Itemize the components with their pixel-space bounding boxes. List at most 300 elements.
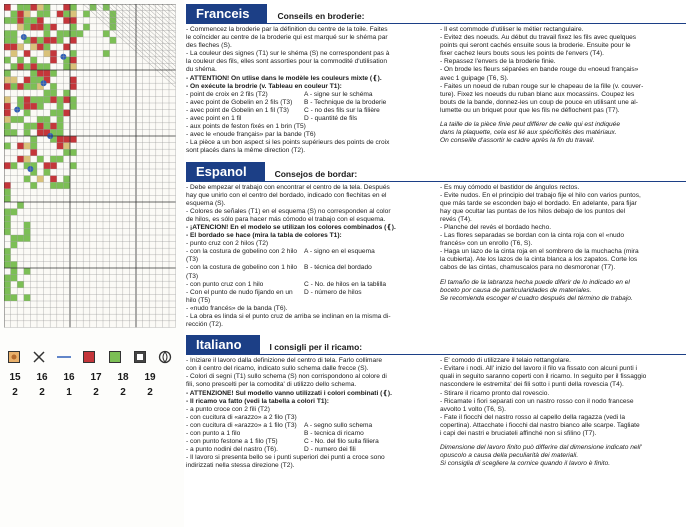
legend-key-b: B - técnica del bordado xyxy=(304,264,372,272)
thread-number: 15 xyxy=(9,372,21,383)
stitch-cell xyxy=(50,90,57,97)
stitch-cell xyxy=(24,294,31,301)
stitch-cell xyxy=(37,63,44,70)
stitch-cell xyxy=(44,37,51,44)
stitch-cell xyxy=(63,4,70,11)
stitch-cell xyxy=(70,63,77,70)
stitch-cell xyxy=(37,44,44,51)
stitch-cell xyxy=(4,96,11,103)
dark-cross-icon xyxy=(29,346,49,368)
stitch-cell xyxy=(57,182,64,189)
stitch-cell xyxy=(44,169,51,176)
stitch-cell xyxy=(37,103,44,110)
stitch-type: - con la costura de gobelino con 2 hilo (T3) xyxy=(186,248,298,264)
legend-key-a: A - segno sullo schema xyxy=(304,421,373,429)
stitch-cell xyxy=(11,63,18,70)
text-line xyxy=(186,107,432,115)
legend-key-b: B - tecnica di ricamo xyxy=(304,430,364,438)
left-column xyxy=(186,26,432,156)
stitch-cell xyxy=(63,44,70,51)
stitch-cell xyxy=(37,96,44,103)
thread-number: 16 xyxy=(63,372,75,383)
stitch-cell xyxy=(70,77,77,84)
stitch-cell xyxy=(50,182,57,189)
stitch-cell xyxy=(50,176,57,183)
legend-key-b: B - Technique de la broderie xyxy=(304,98,387,106)
stitch-cell xyxy=(11,116,18,123)
stitch-cell xyxy=(17,24,24,31)
stitch-type: - Con el punto de nudo fijando en un hilo (T5) xyxy=(186,288,293,304)
stitch-cell xyxy=(24,17,31,24)
legend-key-a: A - signe sur le schéma xyxy=(304,90,373,98)
stitch-cell xyxy=(30,96,37,103)
text-line: - Colori di segni (T1) sullo schema (S) non corrispondono al colore di xyxy=(186,373,387,381)
text-line: des fleches (S). xyxy=(186,42,232,50)
stitch-cell xyxy=(57,30,64,37)
text-line: - Las flores separadas se bordan con la cinta roja con el «nudo xyxy=(440,232,625,240)
text-line: - «nudo francés» de la banda (T6). xyxy=(186,304,288,312)
stitch-cell xyxy=(44,50,51,57)
stitch-cell xyxy=(44,96,51,103)
stitch-cell xyxy=(37,17,44,24)
stitch-cell xyxy=(44,162,51,169)
text-line: - Colores de señales (T1) en el esquema (S) no corresponden al color xyxy=(186,207,391,215)
stitch-cell xyxy=(50,96,57,103)
stitch-cell xyxy=(50,37,57,44)
stitch-cell xyxy=(57,96,64,103)
text-line: - La obra es linda si el punto cruz de arriba se inclinan en la misma di- xyxy=(186,313,391,320)
stitch-cell xyxy=(4,209,11,216)
stitch-cell xyxy=(50,57,57,64)
note-line: boceto por causa de particularidades de materiales. xyxy=(440,286,592,294)
left-column xyxy=(186,184,432,330)
stitch-cell xyxy=(24,50,31,57)
stitch-cell xyxy=(30,77,37,84)
section-columns xyxy=(186,26,686,156)
stitch-cell xyxy=(57,129,64,136)
text-line: - Evitare i nodi. All' inizio del lavoro il filo va fissato con alcuni punti i xyxy=(440,365,637,373)
stitch-cell xyxy=(4,162,11,169)
stitch-cell xyxy=(4,103,11,110)
dark-square-icon xyxy=(130,346,150,368)
stitch-cell xyxy=(4,275,11,282)
text-line: esquema (S). xyxy=(186,199,226,207)
stitch-cell xyxy=(24,268,31,275)
stitch-cell xyxy=(11,11,18,18)
stitch-cell xyxy=(50,70,57,77)
legend-symbols xyxy=(4,346,180,368)
text-line: rección (T2). xyxy=(186,321,224,329)
stitch-cell xyxy=(70,83,77,90)
text-line: - a punto croce con 2 fili (T2) xyxy=(186,405,270,413)
language-tab: Franceis xyxy=(186,4,267,23)
stitch-cell xyxy=(4,37,11,44)
stitch-cell xyxy=(11,209,18,216)
stitch-cell xyxy=(50,24,57,31)
note-line: On conseille d'assortir le cadre après la fin du travail. xyxy=(440,137,595,145)
stitch-cell xyxy=(11,261,18,268)
stitch-cell xyxy=(30,182,37,189)
stitch-cell xyxy=(24,228,31,235)
text-line: francés» con un enrollo (T6, S). xyxy=(440,240,533,248)
stitch-cell xyxy=(24,77,31,84)
stitch-cell xyxy=(11,83,18,90)
stitch-type: - con cucitura di «arazzo» a 1 filo (T3) xyxy=(186,421,297,429)
text-line: du shéma. xyxy=(186,66,217,74)
stitch-cell xyxy=(63,63,70,70)
stitch-type: - con punto cruz con 1 hilo xyxy=(186,280,264,288)
instructions xyxy=(186,4,686,477)
text-line: - aux points de feston fixés en 1 brin (T5) xyxy=(186,123,306,131)
stitch-cell xyxy=(110,37,117,44)
thread-legend xyxy=(4,336,180,398)
stitch-cell xyxy=(4,228,11,235)
text-line: sont placés dans la même direction (T2). xyxy=(186,147,306,155)
text-line xyxy=(186,99,432,107)
note-line: La taille de la pièce finie peut différer de celle qui est indiquée xyxy=(440,121,620,129)
stitch-cell xyxy=(63,11,70,18)
stitch-cell xyxy=(83,24,90,31)
stitch-cell xyxy=(17,63,24,70)
note-line: dans la plaquette, cela est lié aux spécificités des matériaux. xyxy=(440,129,617,137)
text-line: con il centro del ricamo, indicato sullo schema dalle frecce (S). xyxy=(186,365,369,373)
stitch-cell xyxy=(24,143,31,150)
stitch-cell xyxy=(17,83,24,90)
stitch-cell xyxy=(70,149,77,156)
section-italiano xyxy=(186,335,686,470)
stitch-cell xyxy=(63,136,70,143)
stitch-cell xyxy=(4,143,11,150)
text-line xyxy=(186,438,432,446)
stitch-cell xyxy=(4,110,11,117)
text-line: - Ricamate i fiori separati con un nastro rosso con il nodo francese xyxy=(440,397,634,405)
stitch-cell xyxy=(24,11,31,18)
stitch-cell xyxy=(63,96,70,103)
stitch-cell xyxy=(57,123,64,130)
text-line: - Haga un lazo de la cinta roja en el sombrero de la muchacha (mira xyxy=(440,248,639,256)
stitch-cell xyxy=(63,182,70,189)
stitch-cell xyxy=(24,176,31,183)
stitch-cell xyxy=(63,90,70,97)
stitch-cell xyxy=(17,57,24,64)
stitch-cell xyxy=(24,4,31,11)
stitch-cell xyxy=(17,143,24,150)
legend-counts xyxy=(4,387,180,398)
text-line: - Evitez des noeuds. Au début du travail fixez les fils avec quelques xyxy=(440,34,637,42)
stitch-cell xyxy=(63,176,70,183)
stitch-cell xyxy=(77,30,84,37)
stitch-cell xyxy=(24,83,31,90)
text-line: cabos de las cintas, chamuscalos para no desmoronar (T7). xyxy=(440,264,616,272)
stitch-cell xyxy=(11,30,18,37)
stitch-cell xyxy=(4,288,11,295)
stitch-cell xyxy=(63,149,70,156)
stitch-grid xyxy=(4,4,180,330)
text-line: - Fate il fiocchi del nastro rosso al capello della ragazza (vedi la xyxy=(440,413,626,421)
text-line: - Stirare il ricamo pronto dal rovescio. xyxy=(440,389,550,397)
text-line xyxy=(186,248,432,264)
text-line: hay que unirlo con el centro del bordado, indicado con flechitas en el xyxy=(186,191,387,199)
stitch-cell xyxy=(11,50,18,57)
stitch-cell xyxy=(37,24,44,31)
text-line: de hilos, es sólo para hacer más cómodo el trabajo con el esquema. xyxy=(186,215,386,223)
stitch-cell xyxy=(11,294,18,301)
stitch-cell xyxy=(30,44,37,51)
text-line: quali in seguito saranno coperti con il ricamo. In seguito per il fissaggio xyxy=(440,373,647,381)
stitch-cell xyxy=(70,162,77,169)
text-line: avec 1 guipage (T6, S). xyxy=(440,74,509,82)
stitch-cell xyxy=(37,129,44,136)
stitch-cell xyxy=(70,136,77,143)
green-square-icon xyxy=(105,346,125,368)
stitch-cell xyxy=(4,30,11,37)
stitch-cell xyxy=(30,136,37,143)
text-line: indirizzati nella stessa direzione (T2). xyxy=(186,462,295,470)
stitch-cell xyxy=(11,129,18,136)
stitch-cell xyxy=(30,103,37,110)
text-line: i capi dei nastri e bruciateli affinché non si sfilino (T7). xyxy=(440,430,597,438)
stitch-cell xyxy=(70,4,77,11)
stitch-cell xyxy=(44,4,51,11)
stitch-cell xyxy=(11,242,18,249)
stitch-cell xyxy=(37,116,44,123)
stitch-type: - con punto festone a 1 filo (T5) xyxy=(186,438,278,446)
stitch-cell xyxy=(17,44,24,51)
stitch-cell xyxy=(50,110,57,117)
section-header xyxy=(186,335,686,355)
stitch-cell xyxy=(44,116,51,123)
thread-number: 19 xyxy=(144,372,156,383)
text-line: que más tarde se esconden bajo el bordado. En adelante, para fijar xyxy=(440,199,637,207)
stitch-cell xyxy=(37,176,44,183)
stitch-cell xyxy=(70,11,77,18)
text-line: revés (T4). xyxy=(440,215,472,223)
section-columns xyxy=(186,357,686,470)
text-line xyxy=(186,446,432,454)
stitch-cell xyxy=(4,17,11,24)
text-line: - ATTENTION! On utlise dans le modèle les couleurs mixte (❴). xyxy=(186,74,382,82)
text-line: - Evite nudos. En el principio del trabajo fije el hilo con varios puntos, xyxy=(440,191,641,199)
legend-numbers xyxy=(4,372,180,383)
stitch-cell xyxy=(70,17,77,24)
legend-key-a: A - signo en el esquema xyxy=(304,248,375,256)
section-heading: Conseils en broderie: xyxy=(277,11,365,21)
stitch-cell xyxy=(30,24,37,31)
text-line: bouts de la bande, donnez-les un coup de pouce en utilisant une al- xyxy=(440,98,638,106)
stitch-cell xyxy=(103,30,110,37)
text-line: - On exécute la brodrie (v. Tableau en couleur T1): xyxy=(186,82,342,90)
stitch-cell xyxy=(11,37,18,44)
text-line xyxy=(186,115,432,123)
stitch-cell xyxy=(24,222,31,229)
stitch-cell xyxy=(70,37,77,44)
stitch-cell xyxy=(30,123,37,130)
stitch-cell xyxy=(57,103,64,110)
stitch-cell xyxy=(24,129,31,136)
stitch-cell xyxy=(24,235,31,242)
thread-count: 2 xyxy=(12,387,18,398)
stitch-cell xyxy=(57,37,64,44)
stitch-cell xyxy=(4,116,11,123)
stitch-cell xyxy=(17,235,24,242)
stitch-type: - a punto nodini del nastro (T6). xyxy=(186,446,278,454)
thread-count: 1 xyxy=(66,387,72,398)
thread-count: 2 xyxy=(39,387,45,398)
brown-cross-icon xyxy=(4,346,24,368)
stitch-cell xyxy=(24,63,31,70)
stitch-cell xyxy=(30,149,37,156)
stitch-cell xyxy=(4,248,11,255)
text-line: ture). Fixez les noeuds du ruban blanc aux mocassins. Coupez les xyxy=(440,90,635,98)
stitch-cell xyxy=(30,143,37,150)
text-line: - ¡ATENCION! En el modelo se utilizan los colores combinados (❴). xyxy=(186,223,396,231)
text-line: - On brode les fleurs séparées en bande rouge du «noeud français» xyxy=(440,66,639,74)
text-line: - Il est commode d'utiliser le métier rectangulaire. xyxy=(440,26,584,33)
stitch-cell xyxy=(11,17,18,24)
stitch-cell xyxy=(63,17,70,24)
text-line: - Commencez la broderie par la définition du centre de la toile. Faites xyxy=(186,26,388,33)
stitch-cell xyxy=(30,57,37,64)
text-line xyxy=(186,281,432,289)
text-line: - Faites un noeud de ruban rouge sur le chapeau de la fille (v. couver- xyxy=(440,82,644,90)
stitch-cell xyxy=(70,57,77,64)
text-line: - Es muy cómodo el bastidor de ángulos rectos. xyxy=(440,183,580,191)
stitch-cell xyxy=(103,50,110,57)
stitch-cell xyxy=(70,96,77,103)
stitch-cell xyxy=(4,44,11,51)
right-column xyxy=(440,357,686,470)
thread-count: 2 xyxy=(120,387,126,398)
stitch-cell xyxy=(4,129,11,136)
text-line: le coïncider au centre de la broderie qui est marqué sur le shéma par xyxy=(186,34,388,42)
thread-count: 2 xyxy=(93,387,99,398)
stitch-type: - avec point de Gobelin en 1 fil (T3) xyxy=(186,106,289,114)
right-column xyxy=(440,26,686,156)
text-line: - Il ricamo va fatto (vedi la tabella a colori T1): xyxy=(186,397,329,405)
stitch-cell xyxy=(4,70,11,77)
stitch-cell xyxy=(90,4,97,11)
stitch-cell xyxy=(37,4,44,11)
stitch-cell xyxy=(4,281,11,288)
stitch-cell xyxy=(50,83,57,90)
stitch-cell xyxy=(30,37,37,44)
stitch-cell xyxy=(30,63,37,70)
stitch-cell xyxy=(44,30,51,37)
thread-number: 17 xyxy=(90,372,102,383)
stitch-cell xyxy=(70,30,77,37)
text-line: - La pièce a un bon aspect si les points supérieurs des points de croix xyxy=(186,139,390,147)
stitch-cell xyxy=(44,70,51,77)
text-line: - E' comodo di utilizzare il telaio rettangolare. xyxy=(440,357,571,365)
thread-number: 18 xyxy=(117,372,129,383)
note-line: El tamaño de la labranza hecha puede diferir de lo indicado en el xyxy=(440,278,630,286)
thread-number: 16 xyxy=(36,372,48,383)
legend-key-c: C - No. de hilos en la tablilla xyxy=(304,280,387,288)
section-header xyxy=(186,4,686,24)
legend-key-c: C - No. del filo sulla filiera xyxy=(304,438,379,446)
stitch-cell xyxy=(44,44,51,51)
stitch-cell xyxy=(24,156,31,163)
stitch-cell xyxy=(4,182,11,189)
text-line xyxy=(186,91,432,99)
section-espanol xyxy=(186,162,686,330)
stitch-cell xyxy=(17,11,24,18)
text-line: - Il lavoro si presenta bello se i punti superiori dei punti a croce sono xyxy=(186,454,385,462)
text-line: fixer cachez leurs bouts sous les points de l'envers (T4). xyxy=(440,50,604,58)
text-line: - Debe empezar el trabajo con encontrar el centro de la tela. Después xyxy=(186,183,390,191)
legend-key-d: D - número de hilos xyxy=(304,288,362,296)
stitch-cell xyxy=(37,156,44,163)
stitch-cell xyxy=(50,162,57,169)
stitch-cell xyxy=(57,110,64,117)
text-line: nascondere le estremita' dei fili sotto i punti della rovescia (T4). xyxy=(440,381,624,389)
stitch-cell xyxy=(11,268,18,275)
text-line: - con cucitura di «arazzo» a 2 filo (T3) xyxy=(186,413,297,421)
stitch-cell xyxy=(11,77,18,84)
text-line: - punto cruz con 2 hilos (T2) xyxy=(186,240,269,248)
stitch-cell xyxy=(17,156,24,163)
stitch-cell xyxy=(50,156,57,163)
stitch-cell xyxy=(24,110,31,117)
text-line xyxy=(186,422,432,430)
stitch-cell xyxy=(63,30,70,37)
blue-line-icon xyxy=(54,346,74,368)
stitch-cell xyxy=(30,17,37,24)
stitch-cell xyxy=(4,215,11,222)
stitch-cell xyxy=(11,162,18,169)
stitch-cell xyxy=(44,11,51,18)
stitch-cell xyxy=(50,123,57,130)
stitch-cell xyxy=(4,195,11,202)
stitch-cell xyxy=(17,4,24,11)
legend-key-c: C - no des fils sur la filière xyxy=(304,106,380,114)
text-line: fili, sono prescelti per la comodita' di utilizzo dello schema. xyxy=(186,381,357,389)
section-heading: I consigli per il ricamo: xyxy=(269,342,363,353)
text-line: - El bordado se hace (mira la tabla de colores T1): xyxy=(186,232,342,240)
stitch-cell xyxy=(30,4,37,11)
stitch-cell xyxy=(11,235,18,242)
stitch-type: - avec point en 1 fil xyxy=(186,115,242,123)
text-line: - avec le «noude français» par la bande (T6) xyxy=(186,131,316,139)
stitch-cell xyxy=(83,11,90,18)
stitch-cell xyxy=(24,123,31,130)
stitch-cell xyxy=(63,110,70,117)
stitch-cell xyxy=(17,281,24,288)
stitch-cell xyxy=(17,202,24,209)
stitch-cell xyxy=(4,255,11,262)
section-columns xyxy=(186,184,686,330)
stitch-cell xyxy=(4,77,11,84)
stitch-type: - avec point de Gobelin en 2 fils (T3) xyxy=(186,98,293,106)
stitch-cell xyxy=(57,11,64,18)
text-line: - La couleur des signes (T1) sur le shéma (S) ne correspondent pas à xyxy=(186,50,390,58)
right-column xyxy=(440,184,686,330)
section-francais xyxy=(186,4,686,156)
stitch-cell xyxy=(37,123,44,130)
stitch-cell xyxy=(44,63,51,70)
text-line xyxy=(186,289,432,305)
note-line: Se recomienda escoger el cuadro después del término de trabajo. xyxy=(440,294,633,302)
stitch-cell xyxy=(57,156,64,163)
stitch-cell xyxy=(17,17,24,24)
section-header xyxy=(186,162,686,182)
stitch-cell xyxy=(63,143,70,150)
stitch-cell xyxy=(37,70,44,77)
stitch-cell xyxy=(11,275,18,282)
stitch-cell xyxy=(50,50,57,57)
stitch-type: - point de croix en 2 fils (T2) xyxy=(186,90,268,98)
text-line xyxy=(186,264,432,280)
